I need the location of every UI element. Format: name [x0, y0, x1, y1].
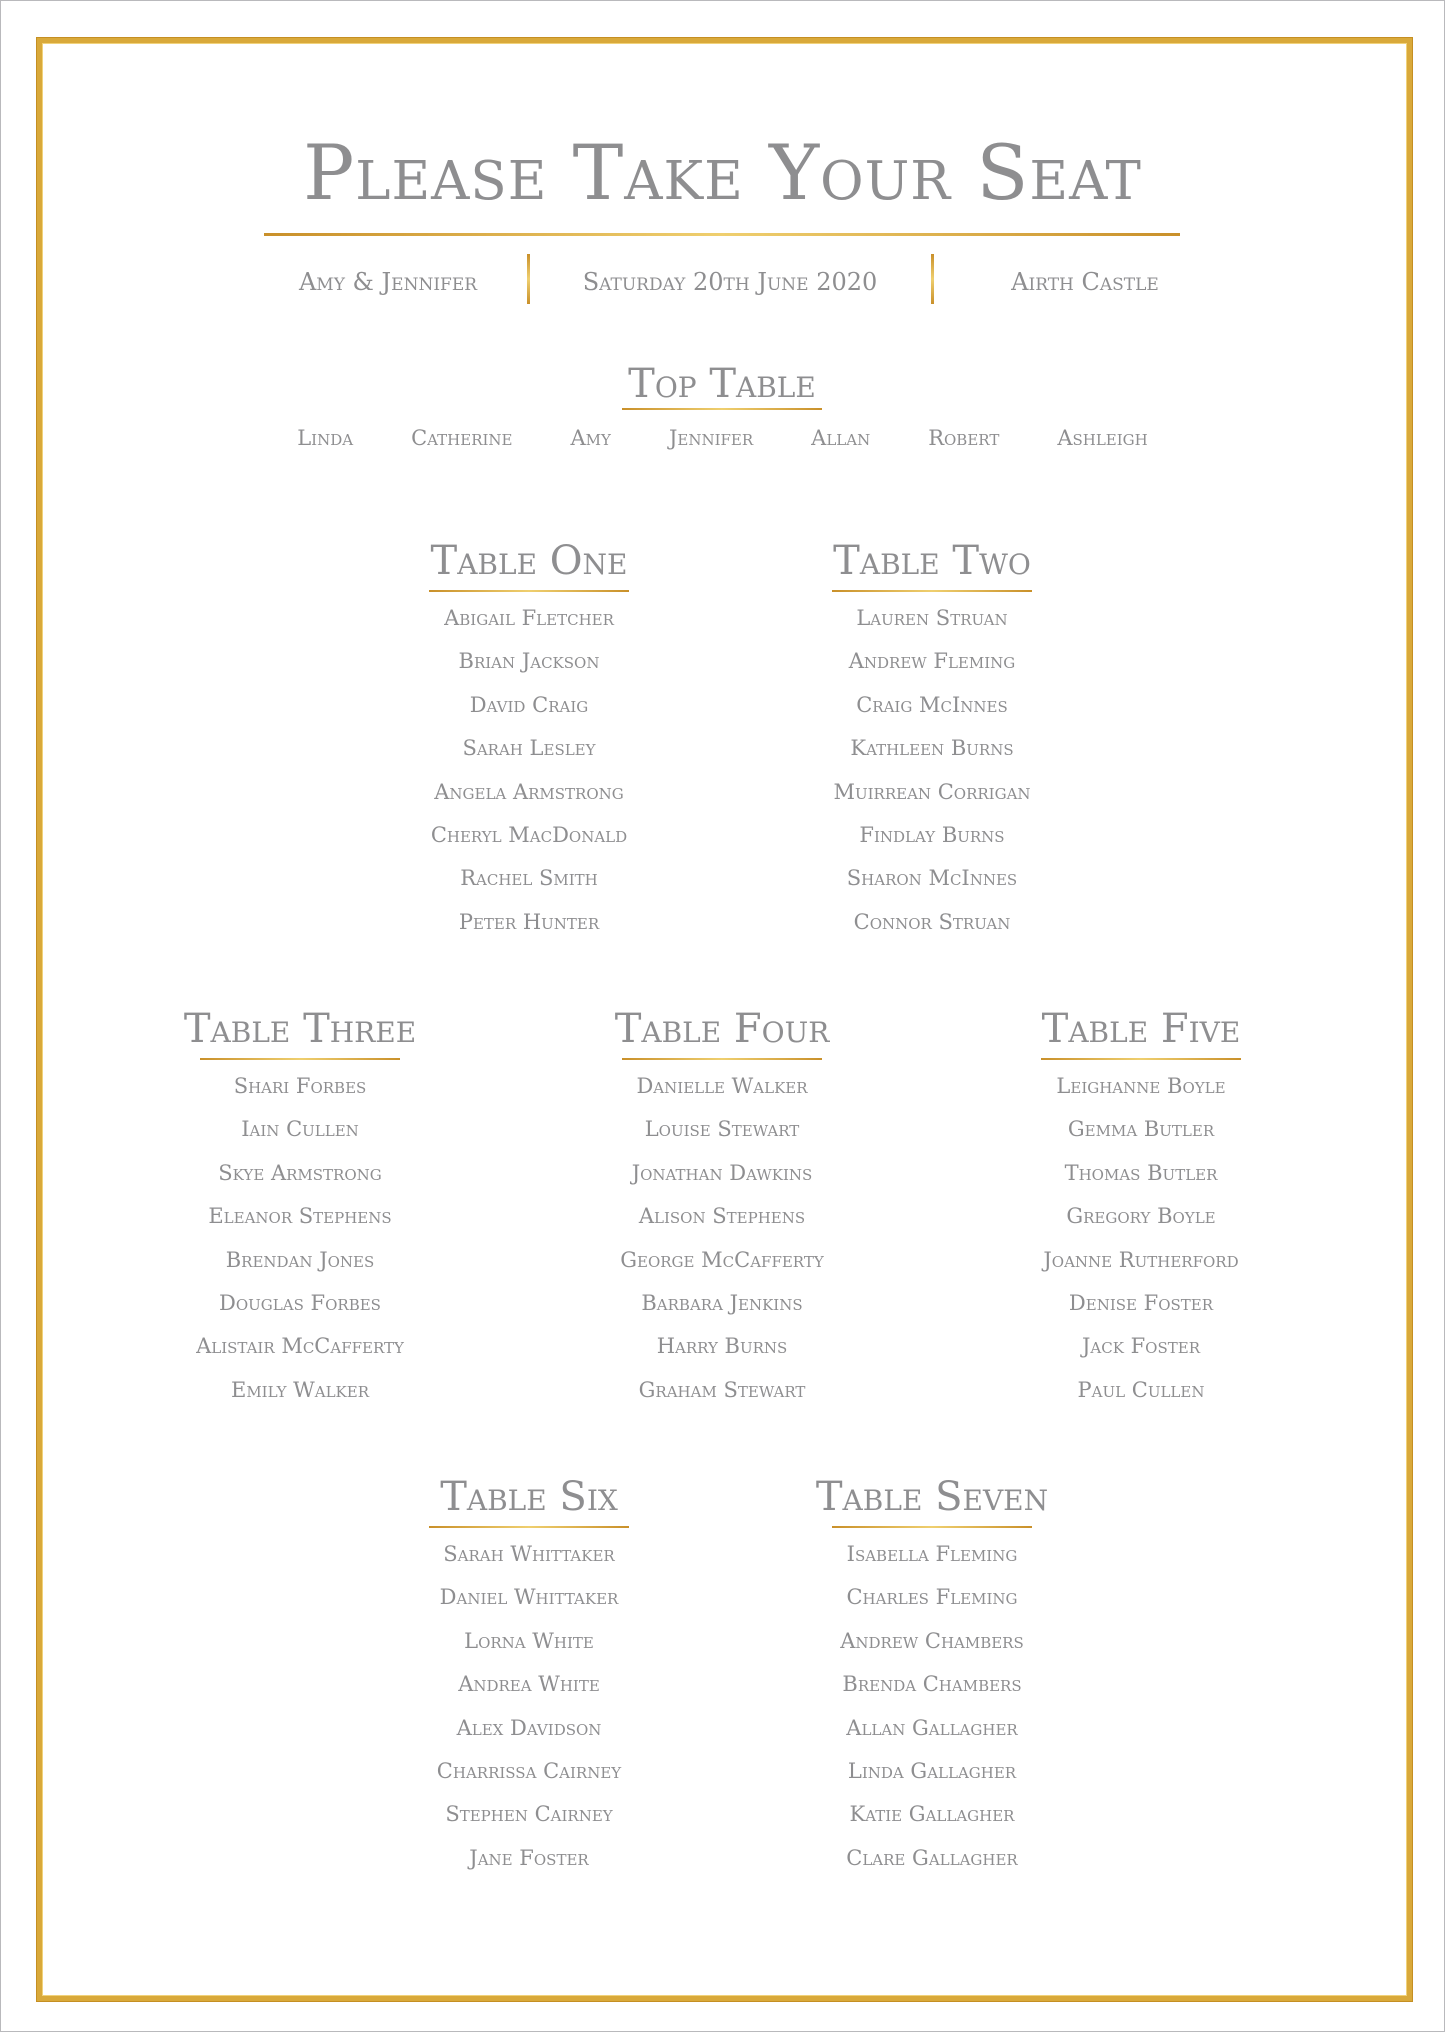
guest-name: Harry Burns: [656, 1334, 788, 1359]
couple-names: Amy & Jennifer: [298, 268, 478, 296]
table-two-guests: [732, 597, 1132, 944]
guest-name: Gregory Boyle: [1066, 1204, 1216, 1229]
table-seven-underline: [832, 1526, 1032, 1528]
table-six-underline: [429, 1526, 629, 1528]
guest-name: Alistair McCafferty: [196, 1334, 404, 1359]
guest-name: Linda: [297, 426, 354, 450]
guest-name: Sarah Lesley: [462, 736, 596, 761]
venue-name: Airth Castle: [1011, 268, 1159, 296]
guest-name: Shari Forbes: [233, 1074, 367, 1098]
guest-name: Charrissa Cairney: [436, 1758, 622, 1783]
guest-name: Abigail Fletcher: [444, 606, 614, 630]
table-one-guests: [329, 597, 729, 944]
guest-name: Charles Fleming: [846, 1585, 1018, 1610]
guest-name: Andrew Fleming: [848, 649, 1016, 674]
table-seven-guests: [732, 1533, 1132, 1880]
page-title: Please Take Your Seat: [303, 128, 1142, 217]
guest-name: Cheryl MacDonald: [430, 822, 628, 847]
guest-name: Emily Walker: [230, 1377, 370, 1402]
guest-name: Brian Jackson: [458, 649, 600, 674]
guest-name: Sharon McInnes: [846, 866, 1018, 891]
guest-name: Andrew Chambers: [840, 1628, 1024, 1653]
table-six-guests: [329, 1533, 729, 1880]
guest-name: Catherine: [411, 426, 513, 450]
table-three-heading: Table Three: [183, 1006, 417, 1052]
guest-name: Connor Struan: [853, 909, 1011, 934]
table-six-heading: Table Six: [440, 1474, 618, 1520]
guest-name: Leighanne Boyle: [1056, 1074, 1226, 1098]
guest-name: Alex Davidson: [456, 1715, 602, 1740]
guest-name: Jane Foster: [469, 1845, 589, 1870]
guest-name: Alison Stephens: [638, 1204, 806, 1229]
top-table-underline: [622, 408, 822, 410]
top-table-heading: Top Table: [628, 361, 816, 407]
table-one-heading: Table One: [430, 538, 628, 584]
guest-name: Louise Stewart: [644, 1117, 800, 1142]
guest-name: Barbara Jenkins: [641, 1290, 803, 1315]
event-date: Saturday 20th June 2020: [582, 268, 878, 296]
guest-name: Joanne Rutherford: [1043, 1247, 1239, 1272]
guest-name: Sarah Whittaker: [443, 1542, 615, 1566]
guest-name: George McCafferty: [620, 1247, 824, 1272]
guest-name: Katie Gallagher: [849, 1802, 1015, 1827]
guest-name: Angela Armstrong: [434, 779, 624, 804]
guest-name: Muirrean Corrigan: [833, 779, 1031, 804]
guest-name: Lauren Struan: [856, 606, 1008, 630]
guest-name: Jack Foster: [1081, 1334, 1200, 1359]
guest-name: Rachel Smith: [460, 866, 598, 891]
guest-name: Danielle Walker: [636, 1074, 808, 1098]
table-seven-heading: Table Seven: [815, 1474, 1049, 1520]
guest-name: Findlay Burns: [859, 822, 1005, 847]
guest-name: Peter Hunter: [458, 909, 600, 934]
guest-name: Craig McInnes: [856, 692, 1008, 717]
table-four-guests: [522, 1065, 922, 1412]
guest-name: Brenda Chambers: [842, 1672, 1022, 1697]
guest-name: Clare Gallagher: [846, 1845, 1018, 1870]
table-two-heading: Table Two: [833, 538, 1031, 584]
guest-name: Thomas Butler: [1064, 1160, 1218, 1185]
guest-name: Iain Cullen: [241, 1117, 359, 1142]
table-one-underline: [429, 590, 629, 592]
guest-name: Robert: [928, 426, 1000, 450]
guest-name: Daniel Whittaker: [439, 1585, 619, 1610]
guest-name: Ashleigh: [1057, 426, 1148, 450]
table-four-heading: Table Four: [614, 1006, 830, 1052]
guest-name: Allan Gallagher: [846, 1715, 1018, 1740]
guest-name: Graham Stewart: [638, 1377, 806, 1402]
guest-name: Amy: [570, 426, 611, 450]
table-five-guests: [941, 1065, 1341, 1412]
table-three-underline: [200, 1058, 400, 1060]
guest-name: Linda Gallagher: [847, 1758, 1017, 1783]
table-five-underline: [1041, 1058, 1241, 1060]
divider-right: [931, 254, 934, 304]
divider-left: [527, 254, 530, 304]
guest-name: Isabella Fleming: [846, 1542, 1018, 1566]
guest-name: Kathleen Burns: [850, 736, 1014, 761]
table-five-heading: Table Five: [1041, 1006, 1241, 1052]
guest-name: Stephen Cairney: [445, 1802, 613, 1827]
guest-name: Allan: [811, 426, 871, 450]
guest-name: Eleanor Stephens: [208, 1204, 392, 1229]
guest-name: Denise Foster: [1068, 1290, 1214, 1315]
guest-name: Paul Cullen: [1077, 1377, 1205, 1402]
guest-name: Lorna White: [464, 1628, 594, 1653]
guest-name: Andrea White: [458, 1672, 600, 1697]
top-table-guests: [0, 421, 1445, 455]
title-underline: [264, 233, 1180, 236]
guest-name: Jonathan Dawkins: [631, 1160, 813, 1185]
guest-name: Douglas Forbes: [219, 1290, 381, 1315]
table-three-guests: [100, 1065, 500, 1412]
guest-name: David Craig: [469, 692, 589, 717]
guest-name: Skye Armstrong: [218, 1160, 382, 1185]
guest-name: Jennifer: [668, 426, 754, 450]
guest-name: Gemma Butler: [1067, 1117, 1215, 1142]
table-two-underline: [832, 590, 1032, 592]
guest-name: Brendan Jones: [225, 1247, 375, 1272]
table-four-underline: [622, 1058, 822, 1060]
